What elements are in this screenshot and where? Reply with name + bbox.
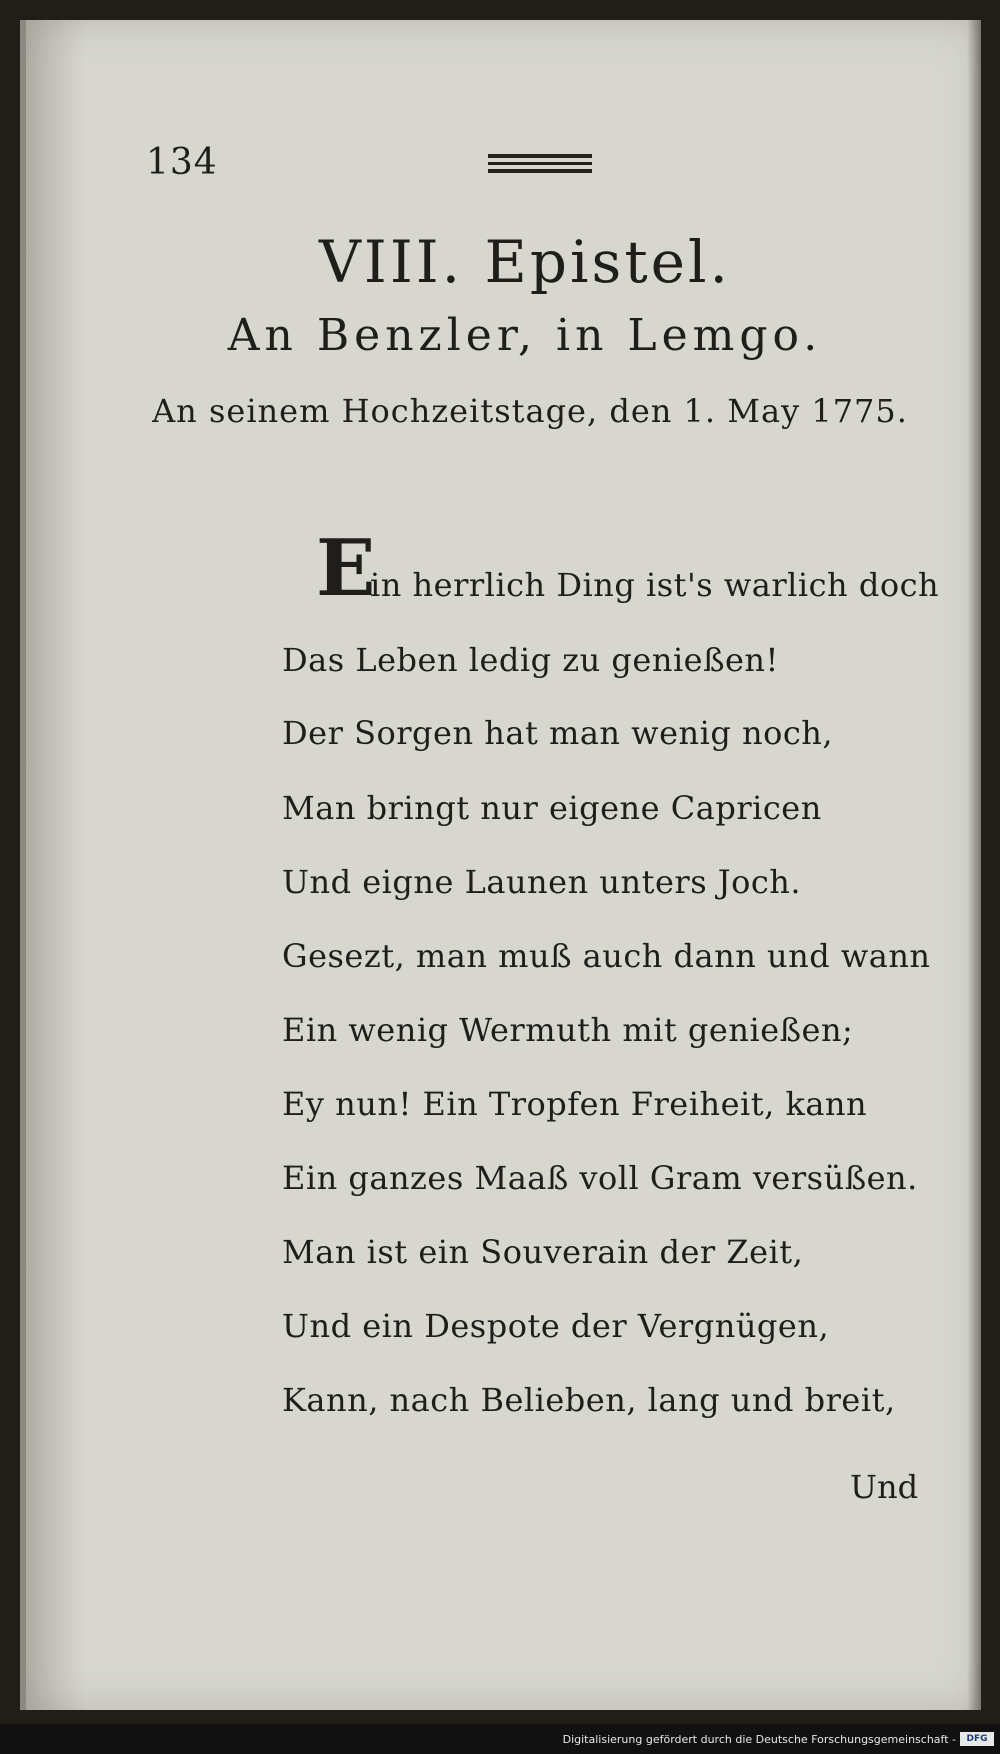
poem-line: Kann, nach Belieben, lang und breit,	[282, 1381, 896, 1419]
poem-line: in herrlich Ding ist's warlich doch	[370, 566, 940, 604]
chapter-subtitle: An Benzler, in Lemgo.	[227, 310, 823, 361]
poem-line: Man bringt nur eigene Capricen	[282, 789, 822, 827]
poem-line: Ein ganzes Maaß voll Gram versüßen.	[282, 1159, 918, 1197]
funding-credit: Digitalisierung gefördert durch die Deutsche Forschungsgemeinschaft -	[562, 1733, 956, 1746]
header-ornament-rule	[488, 162, 592, 165]
drop-initial: E	[316, 523, 376, 614]
poem-line: Und ein Despote der Vergnügen,	[282, 1307, 830, 1345]
digitization-footer	[0, 1724, 1000, 1754]
poem-line: Gesezt, man muß auch dann und wann	[282, 937, 931, 975]
poem-line: Das Leben ledig zu genießen!	[282, 641, 779, 679]
poem-line: Ein wenig Wermuth mit genießen;	[282, 1011, 854, 1049]
poem-line: Und eigne Launen unters Joch.	[282, 863, 802, 901]
poem-line: Man ist ein Souverain der Zeit,	[282, 1233, 804, 1271]
catchword: Und	[850, 1468, 919, 1506]
poem-line: Der Sorgen hat man wenig noch,	[282, 714, 834, 752]
header-ornament-rule	[488, 154, 592, 158]
dedication-line: An seinem Hochzeitstage, den 1. May 1775.	[152, 392, 908, 430]
dfg-logo: DFG	[960, 1732, 994, 1746]
page-number: 134	[146, 142, 218, 183]
header-ornament-rule	[488, 169, 592, 173]
chapter-title: VIII. Epistel.	[319, 228, 731, 296]
poem-line: Ey nun! Ein Tropfen Freiheit, kann	[282, 1085, 868, 1123]
